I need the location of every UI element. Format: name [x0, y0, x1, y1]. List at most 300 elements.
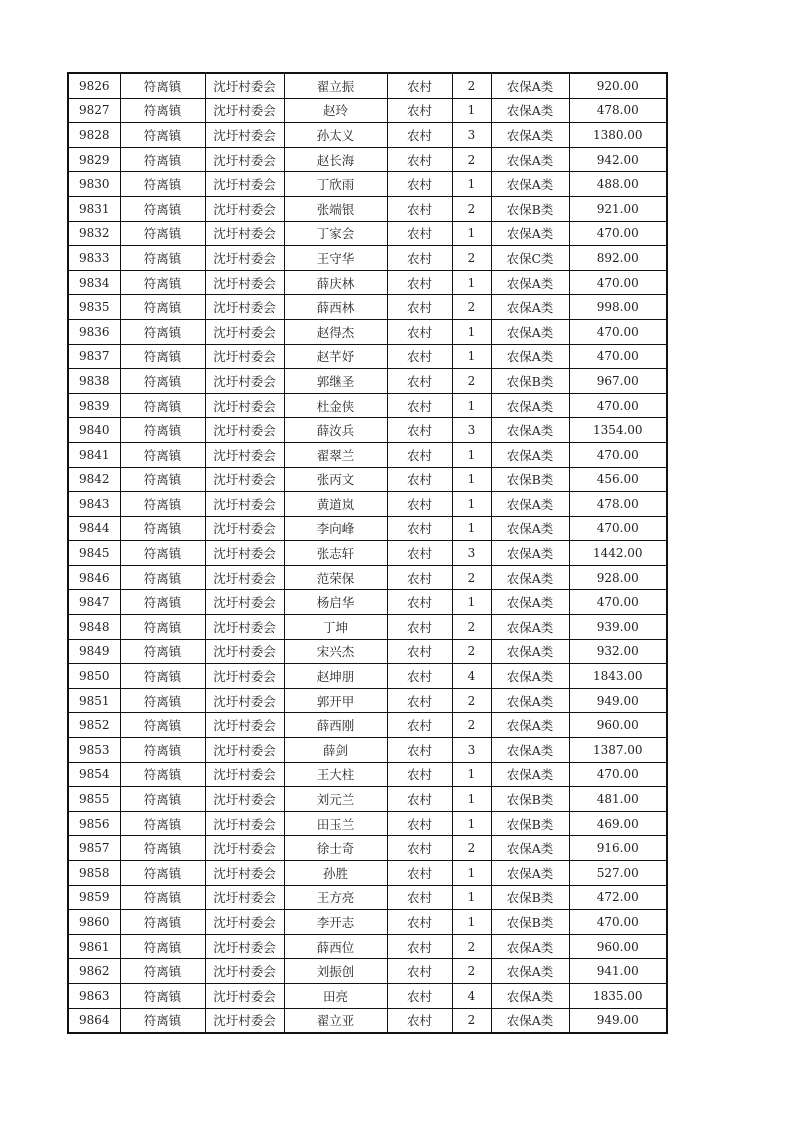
row-id-cell: 9859 [68, 885, 120, 910]
household-type-cell: 农村 [387, 811, 452, 836]
member-count-cell: 2 [452, 369, 491, 394]
amount-cell: 488.00 [569, 172, 667, 197]
town-cell: 符离镇 [120, 98, 205, 123]
row-id-cell: 9841 [68, 442, 120, 467]
amount-cell: 470.00 [569, 344, 667, 369]
insurance-category-cell: 农保A类 [491, 615, 569, 640]
person-name-cell: 翟翠兰 [284, 442, 387, 467]
table-row [68, 73, 667, 98]
member-count-cell: 3 [452, 541, 491, 566]
insurance-category-cell: 农保A类 [491, 639, 569, 664]
village-committee-cell: 沈圩村委会 [205, 319, 284, 344]
table-row [68, 221, 667, 246]
insurance-category-cell: 农保A类 [491, 762, 569, 787]
town-cell: 符离镇 [120, 959, 205, 984]
household-type-cell: 农村 [387, 442, 452, 467]
village-committee-cell: 沈圩村委会 [205, 959, 284, 984]
insurance-category-cell: 农保A类 [491, 836, 569, 861]
insurance-category-cell: 农保B类 [491, 885, 569, 910]
village-committee-cell: 沈圩村委会 [205, 172, 284, 197]
table-row [68, 172, 667, 197]
row-id-cell: 9855 [68, 787, 120, 812]
town-cell: 符离镇 [120, 688, 205, 713]
town-cell: 符离镇 [120, 1008, 205, 1033]
town-cell: 符离镇 [120, 295, 205, 320]
amount-cell: 998.00 [569, 295, 667, 320]
member-count-cell: 2 [452, 295, 491, 320]
member-count-cell: 1 [452, 344, 491, 369]
household-type-cell: 农村 [387, 885, 452, 910]
member-count-cell: 1 [452, 492, 491, 517]
insurance-category-cell: 农保A类 [491, 861, 569, 886]
row-id-cell: 9843 [68, 492, 120, 517]
household-type-cell: 农村 [387, 861, 452, 886]
member-count-cell: 2 [452, 196, 491, 221]
household-type-cell: 农村 [387, 959, 452, 984]
insurance-category-cell: 农保A类 [491, 172, 569, 197]
amount-cell: 470.00 [569, 221, 667, 246]
amount-cell: 470.00 [569, 319, 667, 344]
amount-cell: 470.00 [569, 762, 667, 787]
amount-cell: 1835.00 [569, 983, 667, 1008]
insurance-category-cell: 农保A类 [491, 319, 569, 344]
table-row [68, 344, 667, 369]
row-id-cell: 9864 [68, 1008, 120, 1033]
member-count-cell: 1 [452, 172, 491, 197]
insurance-category-cell: 农保A类 [491, 393, 569, 418]
person-name-cell: 孙太义 [284, 123, 387, 148]
row-id-cell: 9860 [68, 910, 120, 935]
table-row [68, 123, 667, 148]
member-count-cell: 1 [452, 590, 491, 615]
row-id-cell: 9863 [68, 983, 120, 1008]
village-committee-cell: 沈圩村委会 [205, 516, 284, 541]
insurance-category-cell: 农保A类 [491, 492, 569, 517]
town-cell: 符离镇 [120, 123, 205, 148]
member-count-cell: 2 [452, 959, 491, 984]
table-row [68, 738, 667, 763]
person-name-cell: 宋兴杰 [284, 639, 387, 664]
town-cell: 符离镇 [120, 664, 205, 689]
town-cell: 符离镇 [120, 885, 205, 910]
village-committee-cell: 沈圩村委会 [205, 885, 284, 910]
village-committee-cell: 沈圩村委会 [205, 639, 284, 664]
row-id-cell: 9856 [68, 811, 120, 836]
insurance-category-cell: 农保B类 [491, 467, 569, 492]
amount-cell: 470.00 [569, 910, 667, 935]
person-name-cell: 王方亮 [284, 885, 387, 910]
member-count-cell: 1 [452, 393, 491, 418]
household-type-cell: 农村 [387, 688, 452, 713]
insurance-category-cell: 农保A类 [491, 221, 569, 246]
amount-cell: 949.00 [569, 1008, 667, 1033]
insurance-category-cell: 农保A类 [491, 738, 569, 763]
person-name-cell: 赵玲 [284, 98, 387, 123]
amount-cell: 470.00 [569, 442, 667, 467]
insurance-category-cell: 农保A类 [491, 1008, 569, 1033]
village-committee-cell: 沈圩村委会 [205, 565, 284, 590]
table-row [68, 688, 667, 713]
row-id-cell: 9849 [68, 639, 120, 664]
person-name-cell: 田玉兰 [284, 811, 387, 836]
village-committee-cell: 沈圩村委会 [205, 246, 284, 271]
village-committee-cell: 沈圩村委会 [205, 221, 284, 246]
table-row [68, 319, 667, 344]
town-cell: 符离镇 [120, 639, 205, 664]
member-count-cell: 1 [452, 885, 491, 910]
person-name-cell: 赵得杰 [284, 319, 387, 344]
row-id-cell: 9852 [68, 713, 120, 738]
household-type-cell: 农村 [387, 196, 452, 221]
table-row [68, 959, 667, 984]
member-count-cell: 1 [452, 467, 491, 492]
household-type-cell: 农村 [387, 762, 452, 787]
member-count-cell: 2 [452, 246, 491, 271]
insurance-category-cell: 农保A类 [491, 541, 569, 566]
member-count-cell: 1 [452, 762, 491, 787]
insurance-category-cell: 农保A类 [491, 123, 569, 148]
person-name-cell: 翟立亚 [284, 1008, 387, 1033]
person-name-cell: 薛西位 [284, 934, 387, 959]
village-committee-cell: 沈圩村委会 [205, 73, 284, 98]
table-row [68, 861, 667, 886]
town-cell: 符离镇 [120, 270, 205, 295]
town-cell: 符离镇 [120, 565, 205, 590]
amount-cell: 941.00 [569, 959, 667, 984]
member-count-cell: 4 [452, 983, 491, 1008]
member-count-cell: 2 [452, 934, 491, 959]
insurance-category-cell: 农保B类 [491, 369, 569, 394]
amount-cell: 470.00 [569, 590, 667, 615]
amount-cell: 1387.00 [569, 738, 667, 763]
household-type-cell: 农村 [387, 934, 452, 959]
insurance-category-cell: 农保A类 [491, 688, 569, 713]
person-name-cell: 李向峰 [284, 516, 387, 541]
row-id-cell: 9836 [68, 319, 120, 344]
household-type-cell: 农村 [387, 98, 452, 123]
person-name-cell: 翟立振 [284, 73, 387, 98]
amount-cell: 920.00 [569, 73, 667, 98]
amount-cell: 470.00 [569, 393, 667, 418]
amount-cell: 932.00 [569, 639, 667, 664]
person-name-cell: 李开志 [284, 910, 387, 935]
person-name-cell: 黄道岚 [284, 492, 387, 517]
household-type-cell: 农村 [387, 615, 452, 640]
member-count-cell: 2 [452, 688, 491, 713]
town-cell: 符离镇 [120, 172, 205, 197]
town-cell: 符离镇 [120, 147, 205, 172]
town-cell: 符离镇 [120, 836, 205, 861]
insurance-category-cell: 农保A类 [491, 983, 569, 1008]
insurance-category-cell: 农保B类 [491, 910, 569, 935]
amount-cell: 478.00 [569, 98, 667, 123]
household-type-cell: 农村 [387, 565, 452, 590]
member-count-cell: 1 [452, 221, 491, 246]
insurance-category-cell: 农保A类 [491, 344, 569, 369]
row-id-cell: 9842 [68, 467, 120, 492]
person-name-cell: 孙胜 [284, 861, 387, 886]
town-cell: 符离镇 [120, 738, 205, 763]
insurance-category-cell: 农保B类 [491, 196, 569, 221]
member-count-cell: 3 [452, 738, 491, 763]
table-row [68, 639, 667, 664]
row-id-cell: 9845 [68, 541, 120, 566]
household-type-cell: 农村 [387, 836, 452, 861]
amount-cell: 481.00 [569, 787, 667, 812]
amount-cell: 960.00 [569, 713, 667, 738]
insurance-category-cell: 农保B类 [491, 811, 569, 836]
table-row [68, 442, 667, 467]
member-count-cell: 1 [452, 98, 491, 123]
town-cell: 符离镇 [120, 319, 205, 344]
town-cell: 符离镇 [120, 492, 205, 517]
town-cell: 符离镇 [120, 787, 205, 812]
table-row [68, 762, 667, 787]
table-row [68, 418, 667, 443]
town-cell: 符离镇 [120, 418, 205, 443]
village-committee-cell: 沈圩村委会 [205, 393, 284, 418]
table-row [68, 270, 667, 295]
member-count-cell: 1 [452, 811, 491, 836]
person-name-cell: 张丙文 [284, 467, 387, 492]
village-committee-cell: 沈圩村委会 [205, 590, 284, 615]
table-row [68, 713, 667, 738]
member-count-cell: 3 [452, 418, 491, 443]
amount-cell: 527.00 [569, 861, 667, 886]
insurance-category-cell: 农保A类 [491, 516, 569, 541]
person-name-cell: 张端银 [284, 196, 387, 221]
row-id-cell: 9861 [68, 934, 120, 959]
village-committee-cell: 沈圩村委会 [205, 369, 284, 394]
village-committee-cell: 沈圩村委会 [205, 713, 284, 738]
row-id-cell: 9837 [68, 344, 120, 369]
person-name-cell: 薛庆林 [284, 270, 387, 295]
amount-cell: 470.00 [569, 516, 667, 541]
amount-cell: 1843.00 [569, 664, 667, 689]
table-row [68, 565, 667, 590]
village-committee-cell: 沈圩村委会 [205, 836, 284, 861]
table-row [68, 467, 667, 492]
town-cell: 符离镇 [120, 369, 205, 394]
table-row [68, 811, 667, 836]
town-cell: 符离镇 [120, 467, 205, 492]
household-type-cell: 农村 [387, 393, 452, 418]
table-row [68, 98, 667, 123]
row-id-cell: 9832 [68, 221, 120, 246]
row-id-cell: 9840 [68, 418, 120, 443]
village-committee-cell: 沈圩村委会 [205, 615, 284, 640]
amount-cell: 478.00 [569, 492, 667, 517]
amount-cell: 456.00 [569, 467, 667, 492]
village-committee-cell: 沈圩村委会 [205, 147, 284, 172]
village-committee-cell: 沈圩村委会 [205, 738, 284, 763]
member-count-cell: 2 [452, 73, 491, 98]
village-committee-cell: 沈圩村委会 [205, 492, 284, 517]
amount-cell: 469.00 [569, 811, 667, 836]
person-name-cell: 薛汝兵 [284, 418, 387, 443]
amount-cell: 1354.00 [569, 418, 667, 443]
table-row [68, 393, 667, 418]
person-name-cell: 丁欣雨 [284, 172, 387, 197]
household-type-cell: 农村 [387, 246, 452, 271]
row-id-cell: 9830 [68, 172, 120, 197]
table-row [68, 615, 667, 640]
row-id-cell: 9833 [68, 246, 120, 271]
row-id-cell: 9848 [68, 615, 120, 640]
insurance-category-cell: 农保A类 [491, 934, 569, 959]
household-type-cell: 农村 [387, 983, 452, 1008]
village-committee-cell: 沈圩村委会 [205, 762, 284, 787]
town-cell: 符离镇 [120, 811, 205, 836]
row-id-cell: 9851 [68, 688, 120, 713]
insurance-category-cell: 农保A类 [491, 98, 569, 123]
village-committee-cell: 沈圩村委会 [205, 344, 284, 369]
insurance-category-cell: 农保A类 [491, 73, 569, 98]
person-name-cell: 赵坤朋 [284, 664, 387, 689]
person-name-cell: 薛西林 [284, 295, 387, 320]
table-row [68, 983, 667, 1008]
household-type-cell: 农村 [387, 738, 452, 763]
amount-cell: 960.00 [569, 934, 667, 959]
row-id-cell: 9827 [68, 98, 120, 123]
table-row [68, 885, 667, 910]
row-id-cell: 9831 [68, 196, 120, 221]
village-committee-cell: 沈圩村委会 [205, 123, 284, 148]
person-name-cell: 丁家会 [284, 221, 387, 246]
village-committee-cell: 沈圩村委会 [205, 934, 284, 959]
person-name-cell: 徐士奇 [284, 836, 387, 861]
town-cell: 符离镇 [120, 246, 205, 271]
row-id-cell: 9857 [68, 836, 120, 861]
row-id-cell: 9834 [68, 270, 120, 295]
amount-cell: 470.00 [569, 270, 667, 295]
village-committee-cell: 沈圩村委会 [205, 196, 284, 221]
town-cell: 符离镇 [120, 442, 205, 467]
member-count-cell: 2 [452, 615, 491, 640]
village-committee-cell: 沈圩村委会 [205, 910, 284, 935]
member-count-cell: 3 [452, 123, 491, 148]
row-id-cell: 9835 [68, 295, 120, 320]
insurance-category-cell: 农保B类 [491, 787, 569, 812]
row-id-cell: 9829 [68, 147, 120, 172]
village-committee-cell: 沈圩村委会 [205, 861, 284, 886]
town-cell: 符离镇 [120, 196, 205, 221]
person-name-cell: 张志轩 [284, 541, 387, 566]
household-type-cell: 农村 [387, 369, 452, 394]
household-type-cell: 农村 [387, 270, 452, 295]
table-row [68, 836, 667, 861]
town-cell: 符离镇 [120, 344, 205, 369]
amount-cell: 921.00 [569, 196, 667, 221]
insurance-category-cell: 农保A类 [491, 442, 569, 467]
village-committee-cell: 沈圩村委会 [205, 442, 284, 467]
person-name-cell: 王守华 [284, 246, 387, 271]
town-cell: 符离镇 [120, 983, 205, 1008]
town-cell: 符离镇 [120, 393, 205, 418]
row-id-cell: 9839 [68, 393, 120, 418]
household-type-cell: 农村 [387, 516, 452, 541]
member-count-cell: 2 [452, 565, 491, 590]
member-count-cell: 1 [452, 442, 491, 467]
amount-cell: 916.00 [569, 836, 667, 861]
town-cell: 符离镇 [120, 910, 205, 935]
insurance-category-cell: 农保A类 [491, 590, 569, 615]
insurance-category-cell: 农保A类 [491, 295, 569, 320]
household-type-cell: 农村 [387, 787, 452, 812]
table-row [68, 295, 667, 320]
member-count-cell: 1 [452, 910, 491, 935]
table-row [68, 934, 667, 959]
insurance-category-cell: 农保A类 [491, 418, 569, 443]
person-name-cell: 刘元兰 [284, 787, 387, 812]
person-name-cell: 薛剑 [284, 738, 387, 763]
amount-cell: 967.00 [569, 369, 667, 394]
person-name-cell: 赵芊妤 [284, 344, 387, 369]
person-name-cell: 杜金侠 [284, 393, 387, 418]
row-id-cell: 9858 [68, 861, 120, 886]
row-id-cell: 9838 [68, 369, 120, 394]
amount-cell: 939.00 [569, 615, 667, 640]
member-count-cell: 1 [452, 787, 491, 812]
household-type-cell: 农村 [387, 713, 452, 738]
table-row [68, 590, 667, 615]
town-cell: 符离镇 [120, 221, 205, 246]
village-committee-cell: 沈圩村委会 [205, 688, 284, 713]
town-cell: 符离镇 [120, 934, 205, 959]
row-id-cell: 9862 [68, 959, 120, 984]
household-type-cell: 农村 [387, 418, 452, 443]
member-count-cell: 2 [452, 836, 491, 861]
member-count-cell: 1 [452, 516, 491, 541]
person-name-cell: 薛西刚 [284, 713, 387, 738]
person-name-cell: 王大柱 [284, 762, 387, 787]
town-cell: 符离镇 [120, 861, 205, 886]
town-cell: 符离镇 [120, 615, 205, 640]
household-type-cell: 农村 [387, 1008, 452, 1033]
table-row [68, 1008, 667, 1033]
insurance-category-cell: 农保A类 [491, 270, 569, 295]
insurance-category-cell: 农保C类 [491, 246, 569, 271]
household-type-cell: 农村 [387, 467, 452, 492]
table-body [68, 73, 667, 1033]
person-name-cell: 杨启华 [284, 590, 387, 615]
household-type-cell: 农村 [387, 295, 452, 320]
amount-cell: 1380.00 [569, 123, 667, 148]
village-committee-cell: 沈圩村委会 [205, 270, 284, 295]
row-id-cell: 9826 [68, 73, 120, 98]
amount-cell: 472.00 [569, 885, 667, 910]
household-type-cell: 农村 [387, 910, 452, 935]
insurance-category-cell: 农保A类 [491, 147, 569, 172]
row-id-cell: 9844 [68, 516, 120, 541]
insurance-category-cell: 农保A类 [491, 713, 569, 738]
row-id-cell: 9850 [68, 664, 120, 689]
amount-cell: 942.00 [569, 147, 667, 172]
person-name-cell: 郭继圣 [284, 369, 387, 394]
table-row [68, 147, 667, 172]
person-name-cell: 郭开甲 [284, 688, 387, 713]
village-committee-cell: 沈圩村委会 [205, 541, 284, 566]
village-committee-cell: 沈圩村委会 [205, 295, 284, 320]
table-row [68, 910, 667, 935]
row-id-cell: 9853 [68, 738, 120, 763]
amount-cell: 892.00 [569, 246, 667, 271]
town-cell: 符离镇 [120, 541, 205, 566]
village-committee-cell: 沈圩村委会 [205, 467, 284, 492]
town-cell: 符离镇 [120, 713, 205, 738]
member-count-cell: 2 [452, 713, 491, 738]
insurance-category-cell: 农保A类 [491, 664, 569, 689]
